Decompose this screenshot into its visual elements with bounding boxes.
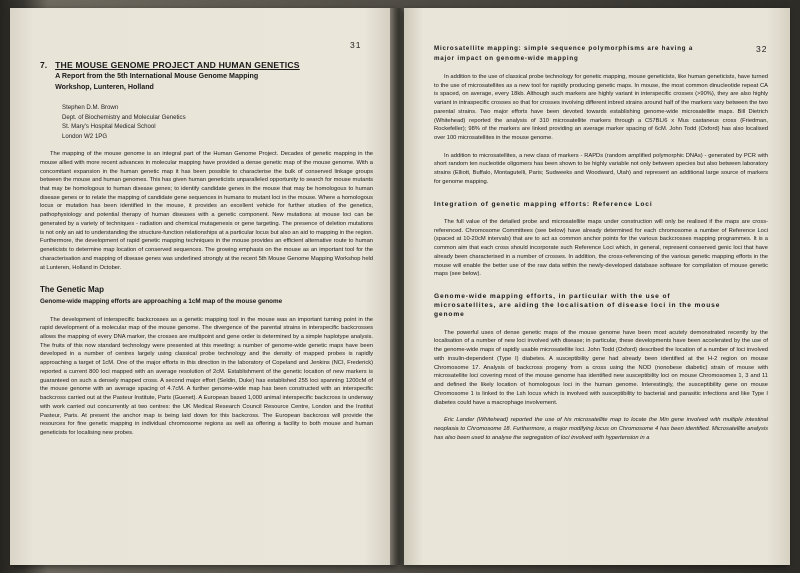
section-number: 7. <box>40 60 48 70</box>
paragraph: The full value of the detailed probe and microsatellite maps under construction will only be realised if the maps are cross-referenced. Chromosome Committees (see below) have already determined for each chromosome a number of Reference Loci (spaced at 10-20cM intervals) that are to act as common anchor points for the various backcrosses mapping programmes. It is a common aim that each cross should incorporate such Reference Loci which, in general, represent conserved genic loci that have already been characterised in a number of crosses. In addition, the cross-referencing of the various genetic mapping efforts in the mouse will enable the better use of the raw data within the newly-developed database software for compilation of mouse genetic maps (see below). <box>434 218 768 278</box>
right-page-content <box>434 44 768 442</box>
paragraph: In addition to microsatellites, a new class of markers - RAPDs (random amplified polymorphic DNAs) - generated by PCR with short random ten nucleotide oligomers has been shown to be highly variable not only between species but also between laboratory strains (Elliott, Buffalo, Montagutelli, Paris; Sudweeks and Woodward, Utah) and represent an additional large source of markers for genome mapping. <box>434 152 768 185</box>
author-institution: St. Mary's Hospital Medical School <box>62 123 156 131</box>
heading-integration-reference-loci: Integration of genetic mapping efforts: Reference Loci <box>434 200 653 208</box>
section-heading-genetic-map: The Genetic Map <box>40 285 105 295</box>
paragraph: The development of interspecific backcrosses as a genetic mapping tool in the mouse was an important turning point in the rapid development of a molecular map of the mouse genome. The divergence of the parental strains in interspecific backcrosses allows the mapping of every DNA marker, the crosses are multipoint and gene order is determined by a simple haplotype analysis. The fruits of this now standard technology were presented at this meeting: a number of genome-wide genetic maps have been developed in a number of centres largely using classical probe technology and the density of mapped probes is rapidly approaching a target of 1cM. One of the major efforts in this direction in the laboratory of Copeland and Jenkins (NCI, Frederick) reported a current 800 loci mapped with an average resolution of 2cM. Establishment of the genetic location of new markers is guaranteed on such a densely mapped cross. A second major effort (Seldin, Duke) has established 255 loci spanning 1200cM of the mouse genome with an average spacing of 4.7cM. A further genome-wide map has been constructed with an interspecific backcross carried out at the Pasteur Institute, Paris (Guenet). A European based 1,000 animal interspecific backcross is underway with work carried out concurrently at two centres: the UK Medical Research Council Resource Centre, London and the Institut Pasteur, Paris. At present the anchor map is being laid down for this backcross. The European backcross will provide the resources for fine genetic mapping in individual chromosome regions as well as offering a facility to both mouse and human geneticists for localising new probes. <box>40 316 373 437</box>
page-number-right: 32 <box>756 44 768 54</box>
article-header <box>40 60 373 92</box>
paragraph: The mapping of the mouse genome is an integral part of the Human Genome Project. Decades of genetic mapping in the mouse allied with more recent advances in molecular mapping have provided a dense genetic map of the mouse genome. With a concomitant expansion in the human genetic map it has been possible to characterise the bulk of conserved linkage groups between the mouse and human genomes. This has given human geneticists unparalleled opportunity to search for mouse mutants that may be homologous to human disease genes; to identify candidate genes in the mouse that may be homologous to human disease genes or to relate the mapping of candidate gene sequences in humans to mutant loci in the mouse. Where a homologous locus or mutation has been identified in the mouse, it provides an excellent vehicle for further studies of the genetics, pathophysiology and potential therapy of human diseases with a genetic component. New mutations at mouse loci can be generated by a variety of techniques - radiation and chemical mutagenesis or gene targeting. The presence of deletion mutations is not only an aid to understanding the structure-function relationships at a particular locus but also an aid to mapping in the region. Furthermore, the development of rapid genetic mapping techniques in the mouse provides an efficient alternative route to human geneticists to determine map location of conserved sequences. The growing emphasis on the mouse as an important tool for the characterisation and mapping of disease genes was underlined strongly at the recent 5th Mouse Genome Mapping Workshop held at Lunteren, Holland in October. <box>40 151 373 271</box>
heading-genome-wide-efforts-line2: microsatellites, are aiding the localisation of disease loci in the mouse <box>434 302 721 310</box>
page-right <box>404 8 790 565</box>
section-subheading-genetic-map: Genome-wide mapping efforts are approaching a 1cM map of the mouse genome <box>40 297 283 305</box>
article-subtitle-line1: A Report from the 5th International Mouse Genome Mapping <box>55 72 259 81</box>
heading-microsatellite-mapping-line2: major impact on genome-wide mapping <box>434 54 579 62</box>
author-department: Dept. of Biochemistry and Molecular Genetics <box>62 113 186 121</box>
paragraph: In addition to the use of classical probe technology for genetic mapping, mouse geneticists, like human geneticists, have turned to the use of microsatellites as a new tool for rapidly producing genetic maps. In mouse, the most common dinucleotide repeat CA is spaced, on average, every 18kb. Although such markers are highly variant in interspecific crosses (>90%), they are also highly variant in intraspecific crosses so that for crosses involving different inbred strains around half of the markers vary between the two parental strains. Two major efforts have been devoted towards establishing genome-wide microsatellite maps. Bill Dietrich (Whitehead) reported the analysis of 310 microsatellite markers through a C57BL/6 x Mus castaneus cross (Friedman, Rockefeller); 98% of the markers are linked providing an average marker spacing of 6cM. John Todd (Oxford) has also localised over 100 microsatellites in the mouse genome. <box>434 73 768 141</box>
header-titles <box>55 60 373 92</box>
page-number-left: 31 <box>350 40 362 50</box>
heading-microsatellite-mapping-line1: Microsatellite mapping: simple sequence polymorphisms are having a <box>434 45 694 52</box>
author-address: London W2 1PG <box>62 132 108 140</box>
article-subtitle-line2: Workshop, Lunteren, Holland <box>55 82 154 91</box>
paragraph: Eric Lander (Whitehead) reported the use of his microsatellite map to locate the Min gene involved with multiple intestinal neoplasia to Chromosome 18. Furthermore, a major modifying locus on Chromosome 4 has been identified. Microsatellite analysis has also been used to analyse the segregation of loci involved with hypertension in a <box>434 417 768 441</box>
article-title: THE MOUSE GENOME PROJECT AND HUMAN GENETICS <box>55 60 300 70</box>
page-left <box>10 8 395 565</box>
heading-genome-wide-efforts-line3: genome <box>434 311 465 319</box>
paragraph: The powerful uses of dense genetic maps of the mouse genome have been most acutely demonstrated recently by the localisation of a number of new loci involved with disease; in particular, these developments have been accelerated by the use of the genome-wide maps of rapidly usable microsatellite loci. John Todd (Oxford) described the location of a number of loci involved with insulin-dependent (Type I) diabetes. A susceptibility gene had already been identified at the H-2 region on mouse Chromosome 17. Analysis of backcross progeny from a cross using the NOD (nonobese diabetic) strain of mouse with microsatellite loci covering most of the mouse genome has identified new susceptibility loci on mouse Chromosomes 1, 3 and 11 and defined the likely location of homologous loci in the human genome. Interestingly, the susceptibility gene on mouse Chromosome 1 is linked to the Lsh locus which is involved with susceptibility to bacterial and parasitic infections and like Type I diabetes could have a macrophage involvement. <box>434 329 768 406</box>
left-page-content <box>40 34 373 438</box>
author-block <box>62 103 373 141</box>
author-name: Stephen D.M. Brown <box>62 104 119 112</box>
heading-genome-wide-efforts-line1: Genome-wide mapping efforts, in particular with the use of <box>434 293 671 301</box>
